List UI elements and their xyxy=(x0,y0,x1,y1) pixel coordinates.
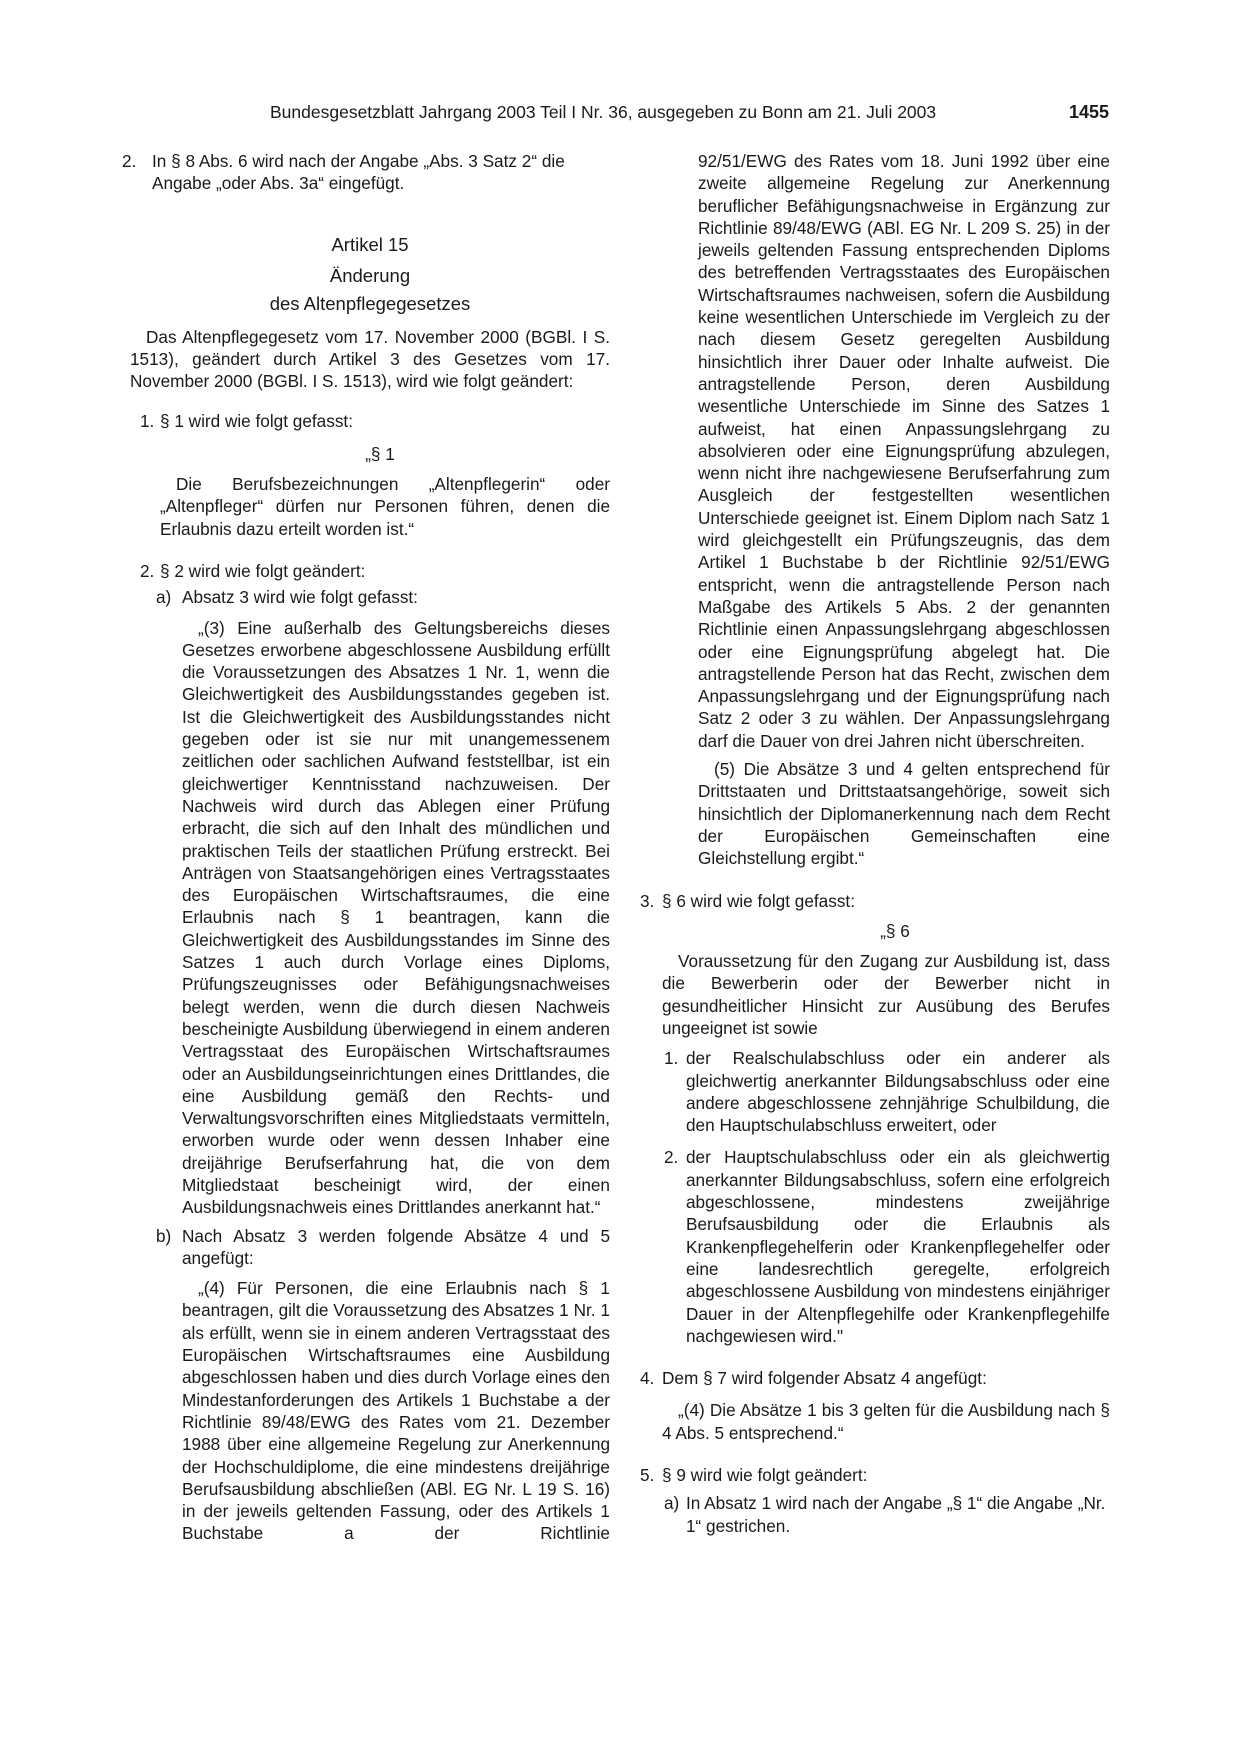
item-number: 2. xyxy=(664,1147,679,1168)
left-column xyxy=(122,150,610,1545)
right-column xyxy=(640,150,1110,1537)
paragraph-3-text: „(3) Eine außerhalb des Geltungsbereichs dieses Gesetzes erworbene abgeschlossene Ausbildung erfüllt die Voraussetzungen des Absatzes 1 Nr. 1, wenn die Gleichwertigkeit des Ausbildungsstandes gegeben ist. Ist die Gleichwertigkeit des Ausbildungsstandes nicht gegeben oder ist sie nur mit unangemessenem zeitlichen oder sachlichen Aufwand feststellbar, ist ein gleichwertiger Kenntnisstand nachzuweisen. Der Nachweis wird durch das Ablegen einer Prüfung erbracht, die sich auf den Inhalt des mündlichen und praktischen Teils der staatlichen Prüfung erstreckt. Bei Anträgen von Staatsangehörigen eines Vertragsstaates des Europäischen Wirtschaftsraumes, die eine Erlaubnis nach § 1 beantragen, kann die Gleichwertigkeit des Ausbildungsstandes im Sinne des Satzes 1 auch durch Vorlage eines Diploms, Prüfungszeugnisses oder Befähigungsnachweises belegt werden, wenn die durch diesen Nachweis bescheinigte Ausbildung überwiegend in einem anderen Vertragsstaat des Europäischen Wirtschaftsraumes oder an Ausbildungseinrichtungen eines Drittlandes, die eine Ausbildung gemäß den Rechts- und Verwaltungsvorschriften eines Mitgliedstaats vermitteln, erworben wurde oder wenn dessen Inhaber eine dreijährige Berufserfahrung hat, die von dem Mitgliedstaat bescheinigt wird, der einen Ausbildungsnachweis eines Drittlandes anerkannt hat.“ xyxy=(182,617,610,1218)
sub-item-label: a) xyxy=(664,1493,680,1514)
item-text: der Hauptschulabschluss oder ein als gleichwertig anerkannter Bildungsabschluss, sofern eine erfolgreich abgeschlossene, mindestens zweijährige Berufsausbildung oder die Erlaubnis als Krankenpflegehelferin oder Krankenpflegehelfer oder eine landesrechtlich geregelte, erfolgreich abgeschlossene Ausbildung von mindestens einjähriger Dauer in der Altenpflegehilfe oder Krankenpflegehilfe nachgewiesen wird." xyxy=(686,1147,1110,1346)
sub-item xyxy=(640,1492,1110,1537)
item-text: § 9 wird wie folgt geändert: xyxy=(662,1465,868,1486)
sub-item-label: b) xyxy=(156,1225,172,1246)
sub-item xyxy=(130,586,610,608)
paragraph-5-text: (5) Die Absätze 3 und 4 gelten entsprechend für Drittstaaten und Drittstaatsangehörige, soweit sich hinsichtlich der Diplomanerkennung nach dem Recht der Europäischen Gemeinschaften eine Gleichstellung ergibt.“ xyxy=(698,759,1110,869)
item-number: 2. xyxy=(140,560,155,581)
sub-item xyxy=(130,1225,610,1270)
paragraph-4-new-text: „(4) Die Absätze 1 bis 3 gelten für die Ausbildung nach § 4 Abs. 5 entsprechend.“ xyxy=(662,1400,1110,1443)
paragraph-4-text: „(4) Für Personen, die eine Erlaubnis nach § 1 beantragen, gilt die Voraussetzung des Absatzes 1 Nr. 1 als erfüllt, wenn sie in einem anderen Vertragsstaat des Europäischen Wirtschaftsraumes eine Ausbildung abgeschlossen haben und dies durch Vorlage eines den Mindestanforderungen des Artikels 1 Buchstabe a der Richtlinie 89/48/EWG des Rates vom 21. Dezember 1988 über eine allgemeine Regelung zur Anerkennung der Hochschuldiplome, die eine mindestens dreijährige Berufsausbildung abschließen (ABl. EG Nr. L 19 S. 16) in der jeweils geltenden Fassung, oder des Artikels 1 Buchstabe a der Richtlinie xyxy=(182,1278,610,1544)
sub-item-text: In Absatz 1 wird nach der Angabe „§ 1“ die Angabe „Nr. 1“ gestrichen. xyxy=(686,1493,1106,1536)
item-number: 4. xyxy=(640,1368,655,1389)
item-text: § 6 wird wie folgt gefasst: xyxy=(662,890,855,911)
list-item xyxy=(640,890,1110,912)
sub-item-text: Nach Absatz 3 werden folgende Absätze 4 und 5 angefügt: xyxy=(182,1225,610,1268)
item-text: der Realschulabschluss oder ein anderer als gleichwertig anerkannter Bildungsabschluss oder eine andere abgeschlossene zehnjährige Schulbildung, die den Hauptschulabschluss erweitert, oder xyxy=(686,1048,1110,1136)
item-text: § 2 wird wie folgt geändert: xyxy=(160,560,366,581)
article-label: Artikel 15 xyxy=(331,233,409,255)
item-number: 2. xyxy=(122,151,137,171)
item-number: 3. xyxy=(640,890,655,911)
paragraph-4-continued: 92/51/EWG des Rates vom 18. Juni 1992 über eine zweite allgemeine Regelung zur Anerkennung beruflicher Befähigungsnachweise in Ergänzung zur Richtlinie 89/48/EWG (ABl. EG Nr. L 209 S. 25) in der jeweils geltenden Fassung entsprechenden Diploms des betreffenden Vertragsstaates des Europäischen Wirtschaftsraumes nachweisen, sofern die Ausbildung keine wesentlichen Unterschiede im Vergleich zu der nach diesem Gesetz geregelten Ausbildung hinsichtlich ihrer Dauer oder Inhalte aufweist. Die antragstellende Person, deren Ausbildung wesentliche Unterschiede im Sinne des Satzes 1 aufweist, hat einen Anpassungslehrgang zu absolvieren oder eine Eignungsprüfung abzulegen, wenn nicht ihre nachgewiesene Berufserfahrung zum Ausgleich der festgestellten wesentlichen Unterschiede geeignet ist. Einem Diplom nach Satz 1 wird gleichgestellt ein Prüfungszeugnis, das dem Artikel 1 Buchstabe b der Richtlinie 92/51/EWG entspricht, wenn die antragstellende Person nach Maßgabe des Artikels 5 Abs. 2 der genannten Richtlinie einen Anpassungslehrgang abgeschlossen oder eine Eignungsprüfung abgelegt hat. Die antragstellende Person hat das Recht, zwischen dem Anpassungslehrgang und der Eignungsprüfung nach Satz 2 oder 3 zu wählen. Der Anpassungslehrgang darf die Dauer von drei Jahren nicht überschreiten. xyxy=(698,151,1110,751)
section-heading: „§ 6 xyxy=(880,920,910,941)
item-number: 5. xyxy=(640,1465,655,1486)
page-header xyxy=(0,99,1240,125)
item-number: 1. xyxy=(664,1048,679,1069)
list-item xyxy=(640,1047,1110,1136)
article-title-line2: des Altenpflegegesetzes xyxy=(269,292,471,314)
article-intro: Das Altenpflegegesetz vom 17. November 2000 (BGBl. I S. 1513), geändert durch Artikel 3 des Gesetzes vom 17. November 2000 (BGBl. I S. 1513), wird wie folgt geändert: xyxy=(130,326,610,392)
item-number: 1. xyxy=(140,411,155,432)
header-title: Bundesgesetzblatt Jahrgang 2003 Teil I Nr. 36, ausgegeben zu Bonn am 21. Juli 2003 xyxy=(270,102,937,122)
item-text: § 1 wird wie folgt gefasst: xyxy=(160,411,353,432)
list-item xyxy=(130,560,610,582)
list-item xyxy=(640,1367,1110,1389)
list-item xyxy=(640,1464,1110,1486)
section-heading: „§ 1 xyxy=(365,443,395,464)
section-body: Die Berufsbezeichnungen „Altenpflegerin“ oder „Altenpfleger“ dürfen nur Personen führen, denen die Erlaubnis dazu erteilt worden ist.“ xyxy=(160,474,610,539)
page-number: 1455 xyxy=(1068,102,1109,122)
article-title-line1: Änderung xyxy=(329,264,411,286)
list-item xyxy=(122,150,610,195)
section-body: Voraussetzung für den Zugang zur Ausbildung ist, dass die Bewerberin oder der Bewerber nicht in gesundheitlicher Hinsicht zur Ausübung des Berufes ungeeignet ist sowie xyxy=(662,951,1110,1038)
item-text: In § 8 Abs. 6 wird nach der Angabe „Abs. 3 Satz 2“ die Angabe „oder Abs. 3a“ eingefügt. xyxy=(152,151,565,194)
item-text: Dem § 7 wird folgender Absatz 4 angefügt: xyxy=(662,1368,987,1389)
list-item xyxy=(130,410,610,432)
list-item xyxy=(640,1146,1110,1347)
sub-item-label: a) xyxy=(156,587,172,608)
sub-item-text: Absatz 3 wird wie folgt gefasst: xyxy=(182,587,418,608)
